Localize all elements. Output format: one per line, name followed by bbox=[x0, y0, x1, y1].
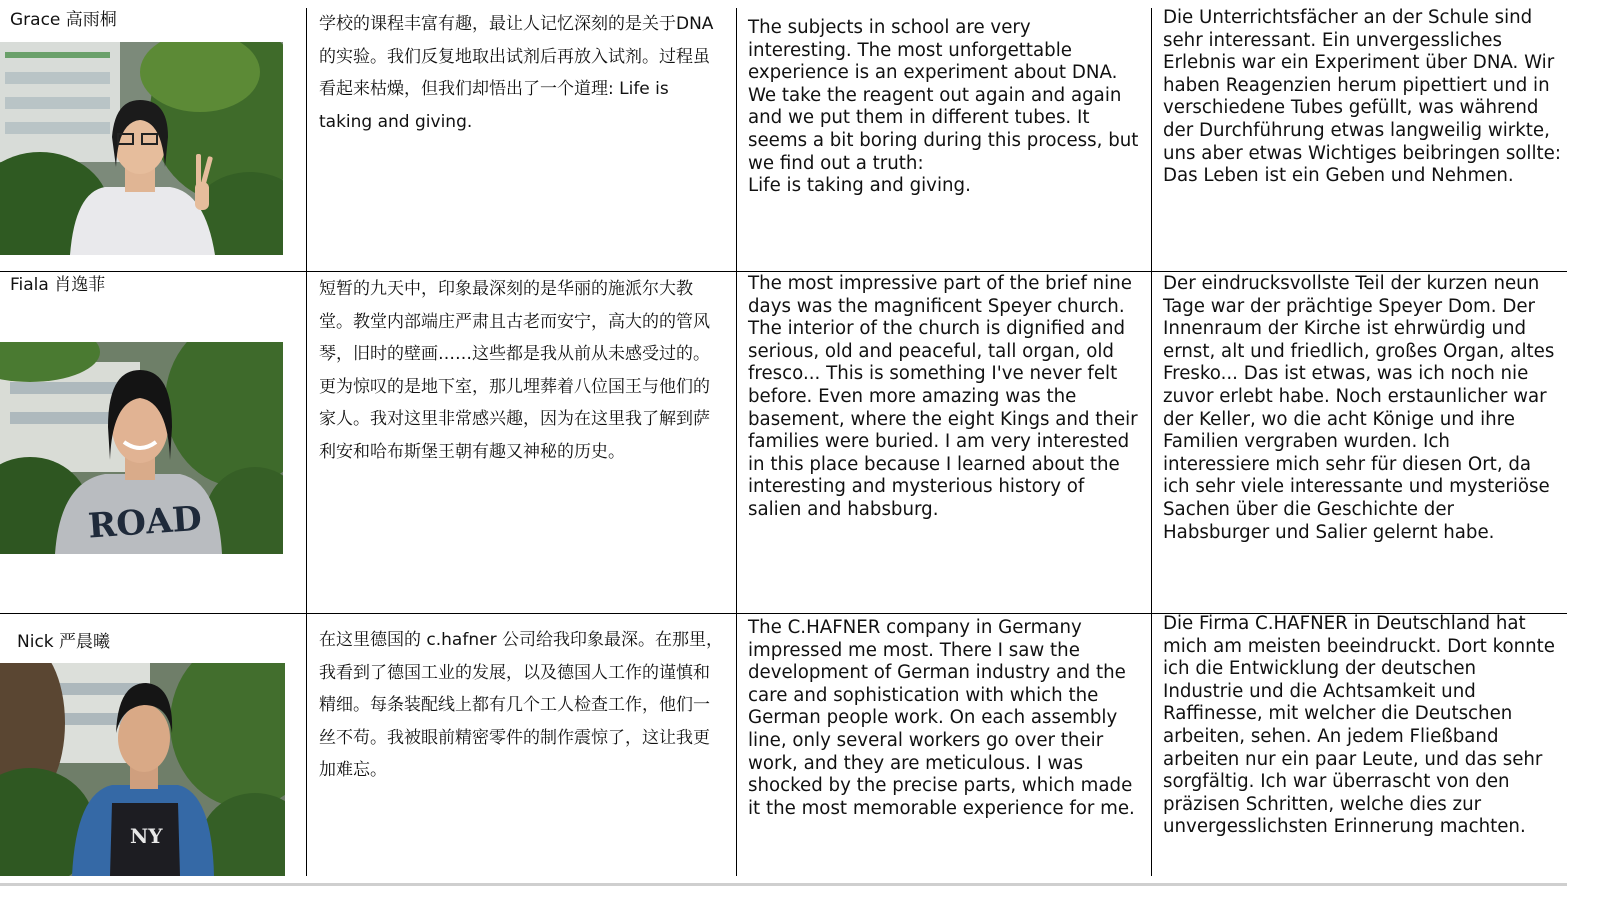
english-text: The most impressive part of the brief nine days was the magnificent Speyer church. The interior of the church is dignified and serious, old and peaceful, tall organ, old fresco... This is something I've never felt before. Even more amazing was the basement, where the eight Kings and their families were buried. I am very interested in this place because I learned about the interesting and mysterious history of salien and habsburg. bbox=[748, 273, 1138, 520]
german-text: Der eindrucksvollste Teil der kurzen neun Tage war der prächtige Speyer Dom. Der Innenraum der Kirche ist ehrwürdig und ernst, alt und friedlich, großes Organ, altes Fresko... Das ist etwas, was ich noch nie zuvor erlebt habe. Noch erstaunlicher war der Keller, wo die acht Könige und ihre Familien vergraben wurden. Ich interessiere mich sehr für diesen Ort, da ich sehr viele interessante und mysteriöse Sachen über die Geschichte der Habsburger und Salier gelernt habe. bbox=[1163, 273, 1555, 543]
german-text: Die Unterrichtsfächer an der Schule sind sehr interessant. Ein unvergessliches Erlebnis war ein Experiment über DNA. Wir haben Reagenzien herum pipettiert und in verschiedene Tubes gefüllt, was während der Durchführung etwas langweilig wirkte, uns aber etwas Wichtiges beibringen sollte: Das Leben ist ein Geben und Nehmen. bbox=[1163, 7, 1561, 187]
chinese-text: 在这里德国的 c.hafner 公司给我印象最深。在那里，我看到了德国工业的发展，以及德国人工作的谨慎和精细。每条装配线上都有几个工人检查工作，他们一丝不苟。我被眼前精密零件的制作震惊了，这让我更加难忘。 bbox=[319, 630, 723, 780]
german-text: Die Firma C.HAFNER in Deutschland hat mich am meisten beeindruckt. Dort konnte ich die Entwicklung der deutschen Industrie und die Achtsamkeit und Raffinesse, mit welcher die Deutschen arbeiten, sehen. An jedem Fließband arbeiten nur ein paar Leute, und das sehr sorgfältig. Ich war überrascht von den präzisen Schritten, welche dies zur unvergesslichsten Erinnerung machten. bbox=[1163, 613, 1555, 838]
student-photo bbox=[0, 42, 283, 255]
column-divider bbox=[736, 8, 737, 876]
student-photo bbox=[0, 342, 283, 554]
column-divider bbox=[1151, 8, 1152, 876]
sweater-print: ROAD bbox=[86, 498, 204, 547]
english-text: The C.HAFNER company in Germany impressed me most. There I saw the development of German industry and the care and sophistication with which the German people work. On each assembly line, only several workers go over their work, and they are meticulous. I was shocked by the precise parts, which made it the most memorable experience for me. bbox=[748, 617, 1135, 819]
student-name: Fiala 肖逸菲 bbox=[10, 275, 106, 295]
student-name: Grace 高雨桐 bbox=[10, 10, 117, 30]
column-divider bbox=[306, 8, 307, 876]
bottom-rule bbox=[0, 883, 1567, 886]
student-photo bbox=[0, 663, 285, 876]
student-name: Nick 严晨曦 bbox=[17, 632, 111, 652]
chinese-text: 学校的课程丰富有趣，最让人记忆深刻的是关于DNA的实验。我们反复地取出试剂后再放入试剂。过程虽看起来枯燥，但我们却悟出了一个道理: Life is taking and giving. bbox=[319, 14, 714, 132]
english-text: The subjects in school are very interesting. The most unforgettable experience is an experiment about DNA. We take the reagent out again and again and we put them in different tubes. It seems a bit boring during this process, but we find out a truth: Life is taking and giving. bbox=[748, 17, 1139, 197]
shirt-print: NY bbox=[130, 824, 163, 848]
row-divider bbox=[0, 271, 1567, 272]
chinese-text: 短暂的九天中，印象最深刻的是华丽的施派尔大教堂。教堂内部端庄严肃且古老而安宁，高大的的管风琴，旧时的壁画……这些都是我从前从未感受过的。更为惊叹的是地下室，那儿埋葬着八位国王与他们的家人。我对这里非常感兴趣，因为在这里我了解到萨利安和哈布斯堡王朝有趣又神秘的历史。 bbox=[319, 279, 710, 462]
